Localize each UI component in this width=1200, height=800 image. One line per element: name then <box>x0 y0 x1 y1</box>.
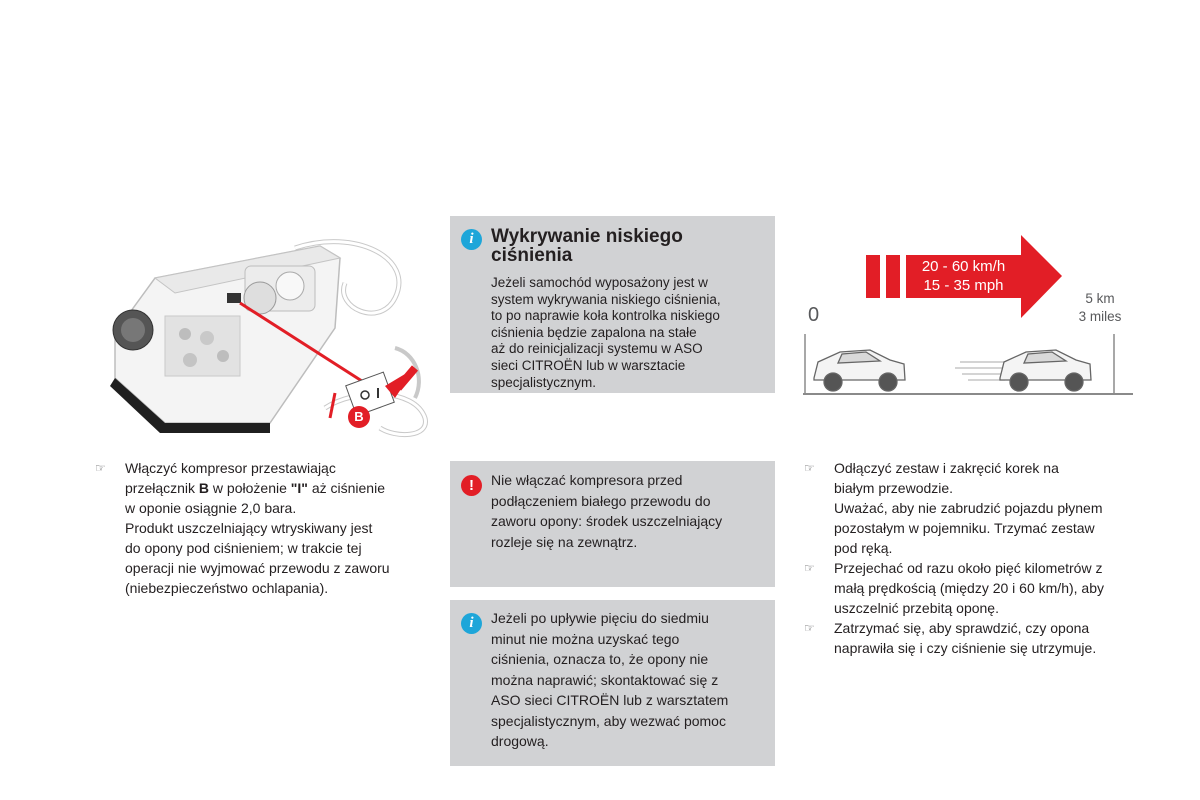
text-line: aż do reinicjalizacji systemu w ASO <box>491 341 703 357</box>
text-line: do opony pod ciśnieniem; w trakcie tej <box>125 540 362 556</box>
text-line: system wykrywania niskiego ciśnienia, <box>491 291 721 307</box>
callout-b-letter: B <box>354 409 364 424</box>
text-line: ciśnienia będzie zapalona na stałe <box>491 324 697 340</box>
instruction-item <box>804 618 1134 658</box>
text-line: zaworu opony: środek uszczelniający <box>491 513 723 529</box>
text-line: można naprawić; skontaktować się z <box>491 671 719 688</box>
text-line: Zatrzymać się, aby sprawdzić, czy opona <box>834 620 1090 636</box>
info-box-repair-body <box>491 608 763 752</box>
compressor-illustration <box>95 238 430 438</box>
text-line: Włączyć kompresor przestawiając <box>125 460 336 476</box>
text-line: ASO sieci CITROËN lub z warsztatem <box>491 692 729 708</box>
speed-mph: 15 - 35 mph <box>923 277 1004 294</box>
text-line: podłączeniem białego przewodu do <box>491 492 711 509</box>
speed-kmh: 20 - 60 km/h <box>921 258 1006 275</box>
text-line: operacji nie wyjmować przewodu z zaworu <box>125 560 390 576</box>
speed-label <box>906 257 1021 295</box>
text-span: przełącznik <box>125 480 199 496</box>
info-box-body <box>491 275 763 391</box>
callout-b-badge <box>348 406 370 428</box>
text-line: drogową. <box>491 733 549 749</box>
warning-box-body <box>491 470 763 552</box>
text-span: w położenie <box>209 480 291 496</box>
left-instructions <box>95 458 420 598</box>
info-box-title <box>491 227 751 265</box>
switch-label-b: B <box>198 480 210 496</box>
text-line: w oponie osiągnie 2,0 bara. <box>125 500 297 516</box>
text-span: aż ciśnienie <box>307 480 385 496</box>
text-line: (niebezpieczeństwo ochlapania). <box>125 580 329 596</box>
text-line: sieci CITROËN lub w warsztacie <box>491 357 686 373</box>
text-line: Uważać, aby nie zabrudzić pojazdu płynem <box>834 500 1103 516</box>
speed-distance-diagram <box>800 230 1135 400</box>
text-line: Odłączyć zestaw i zakręcić korek na <box>834 460 1059 476</box>
text-line: rozleje się na zewnątrz. <box>491 533 638 550</box>
text-line: Nie włączać kompresora przed <box>491 472 683 488</box>
text-line: Produkt uszczelniający wtryskiwany jest <box>125 520 373 536</box>
text-line: pozostałym w pojemniku. Trzymać zestaw <box>834 520 1095 536</box>
text-line: ciśnienia, oznacza to, że opony nie <box>491 651 709 667</box>
text-line: małą prędkością (między 20 i 60 km/h), aby <box>834 580 1104 596</box>
warning-icon-glyph: ! <box>469 477 474 494</box>
instruction-item <box>804 558 1134 618</box>
info-box-low-pressure <box>450 216 775 393</box>
start-distance-label: 0 <box>808 304 820 326</box>
pointing-hand-icon: ☞ <box>804 621 815 635</box>
pointing-hand-icon: ☞ <box>804 461 815 475</box>
text-line: Przejechać od razu około pięć kilometrów z <box>834 560 1103 576</box>
end-distance-label <box>1068 290 1132 326</box>
text-line: minut nie można uzyskać tego <box>491 630 680 647</box>
warning-icon <box>461 475 482 496</box>
pointing-hand-icon: ☞ <box>95 461 106 475</box>
text-line: naprawiła się i czy ciśnienie się utrzymuje. <box>834 640 1097 656</box>
text-line: pod ręką. <box>834 540 893 556</box>
distance-km: 5 km <box>1085 291 1115 306</box>
text-line: uszczelnić przebitą oponę. <box>834 600 999 616</box>
position-label-i: "I" <box>290 480 308 496</box>
pointing-hand-icon: ☞ <box>804 561 815 575</box>
title-line: Wykrywanie niskiego <box>491 226 683 247</box>
text-line-mixed <box>125 478 420 498</box>
info-icon: i <box>461 229 482 250</box>
title-line: ciśnienia <box>491 245 573 266</box>
text-line: białym przewodzie. <box>834 480 954 496</box>
text-line: to po naprawie koła kontrolka niskiego <box>491 308 720 324</box>
text-line: specjalistycznym, aby wezwać pomoc <box>491 712 726 729</box>
distance-miles: 3 miles <box>1078 309 1122 324</box>
right-instructions <box>804 458 1134 658</box>
text-line: Jeżeli po upływie pięciu do siedmiu <box>491 610 709 626</box>
text-line: Jeżeli samochód wyposażony jest w <box>491 275 708 290</box>
instruction-item <box>804 458 1134 558</box>
text-line: specjalistycznym. <box>491 374 597 390</box>
warning-box <box>450 461 775 587</box>
info-icon: i <box>461 613 482 634</box>
info-box-repair <box>450 600 775 766</box>
instruction-item <box>95 458 420 598</box>
